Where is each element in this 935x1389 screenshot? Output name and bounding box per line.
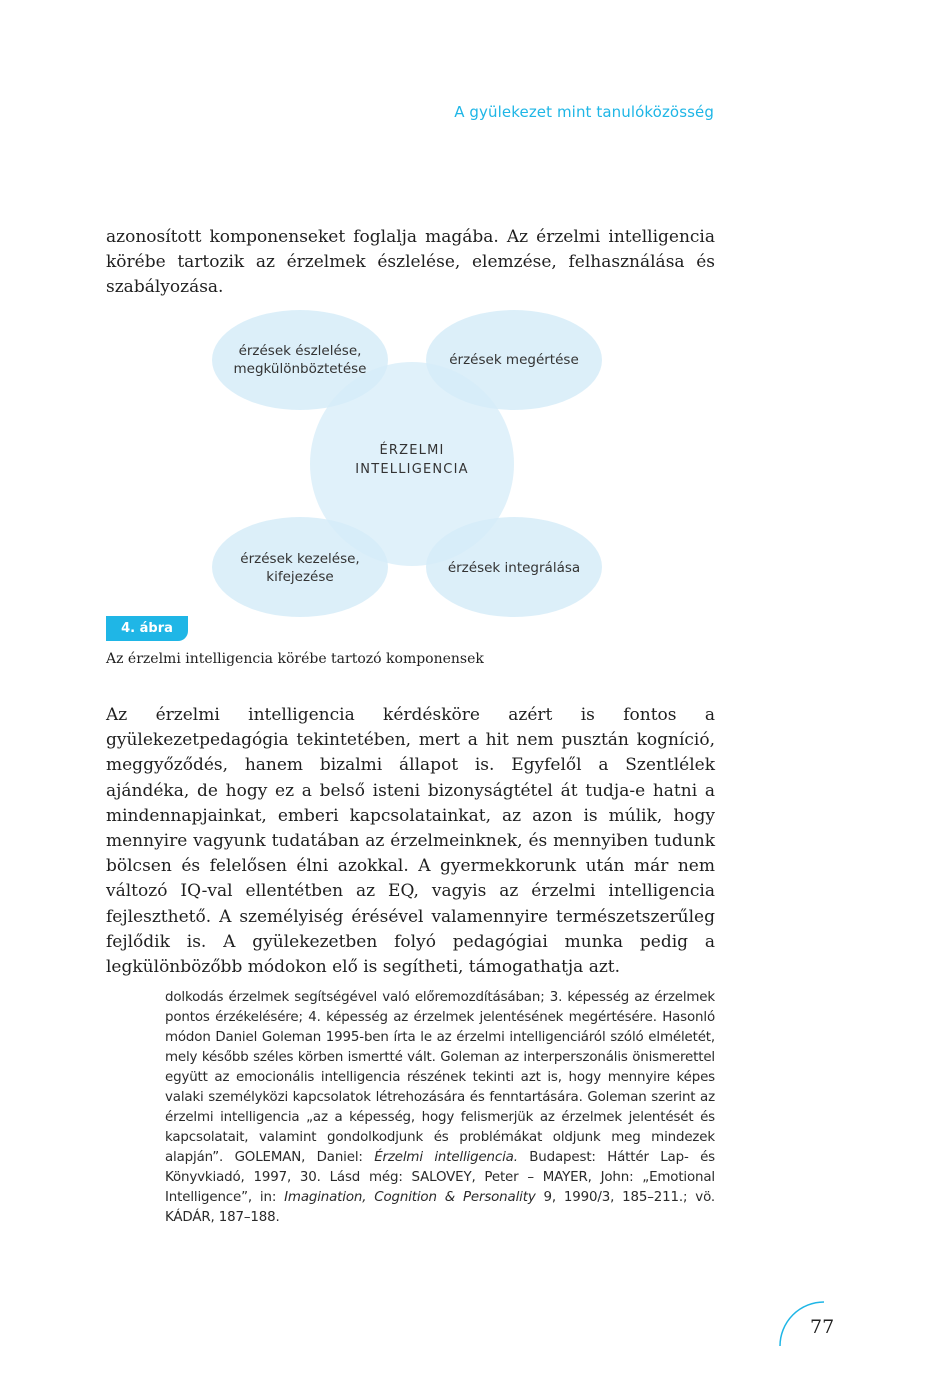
label-center	[322, 441, 502, 479]
label-top-left	[212, 342, 388, 378]
footnote-italic-title2: Imagination, Cognition & Personality	[284, 1190, 536, 1205]
label-bottom-right-line1: érzések integrálása	[447, 560, 581, 576]
label-top-right	[426, 351, 602, 369]
label-center-line2: INTELLIGENCIA	[355, 462, 469, 477]
label-bottom-left	[212, 550, 388, 586]
label-center-line1: ÉRZELMI	[379, 443, 445, 458]
intro-paragraph: azonosított komponenseket foglalja magába. Az érzelmi intelligencia körébe tartozik az érzelmek észlelése, elemzése, felhasználása és szabályozása.	[106, 227, 715, 298]
footnote-italic-title1: Érzelmi intelligencia.	[374, 1150, 518, 1165]
footnote-part3: 9, 1990/3, 185–211.; vö. KÁDÁR, 187–188.	[165, 1190, 715, 1225]
label-top-right-line1: érzések megértése	[449, 352, 579, 368]
page-number: 77	[810, 1316, 835, 1338]
emotional-intelligence-diagram	[210, 309, 605, 619]
figure-caption: Az érzelmi intelligencia körébe tartozó komponensek	[106, 651, 484, 667]
figure-number-badge: 4. ábra	[106, 616, 188, 641]
footnote-part2: Budapest: Háttér Lap- és Könyvkiadó, 1997, 30. Lásd még: SALOVEY, Peter – MAYER, John: „Emotional Intelligence”, in:	[165, 1150, 715, 1205]
main-paragraph: Az érzelmi intelligencia kérdésköre azért is fontos a gyülekezetpedagógia tekintetében, mert a hit nem pusztán kogníció, meggyőződés, hanem bizalmi állapot is. Egyfelől a Szentlélek ajándéka, de hogy ez a belső isteni bizonyságtétel át tudja-e hatni a mindennapjainkat, emberi kapcsolatainkat, az azon is múlik, hogy mennyire vagyunk tudatában az érzelmeinknek, és mennyiben tudunk bölcsen és felelősen élni azokkal. A gyermekkorunk után már nem változó IQ-val ellentétben az EQ, vagyis az érzelmi intelligencia fejleszthető. A személyiség érésével valamennyire természetszerűleg fejlődik is. A gyülekezetben folyó pedagógiai munka pedig a legkülönbözőbb módokon elő is segítheti, támogathatja azt.	[106, 705, 715, 978]
label-top-left-line1: érzések észlelése,	[238, 343, 362, 359]
label-bottom-right	[426, 559, 602, 577]
footnote	[165, 988, 715, 1228]
label-bottom-left-line2: kifejezése	[266, 569, 334, 585]
running-header: A gyülekezet mint tanulóközösség	[454, 103, 714, 121]
footnote-part1: dolkodás érzelmek segítségével való előremozdításában; 3. képesség az érzelmek pontos érzékelésére; 4. képesség az érzelmek jelentésének megértésére. Hasonló módon Daniel Goleman 1995-ben írta le az érzelmi intelligenciáról szóló elméletét, mely később széles körben ismertté vált. Goleman az interperszonális önismerettel együtt az emocionális intelligencia részének tekinti azt is, hogy mennyire képes valaki személyközi kapcsolatok létrehozására és fenntartására. Goleman szerint az érzelmi intelligencia „az a képesség, hogy felismerjük az érzelmek jelentését és kapcsolatait, valamint gondolkodjunk és problémákat oldjunk meg mindezek alapján”. GOLEMAN, Daniel:	[165, 990, 715, 1165]
label-bottom-left-line1: érzések kezelése,	[240, 551, 360, 567]
label-top-left-line2: megkülönböztetése	[233, 361, 367, 377]
